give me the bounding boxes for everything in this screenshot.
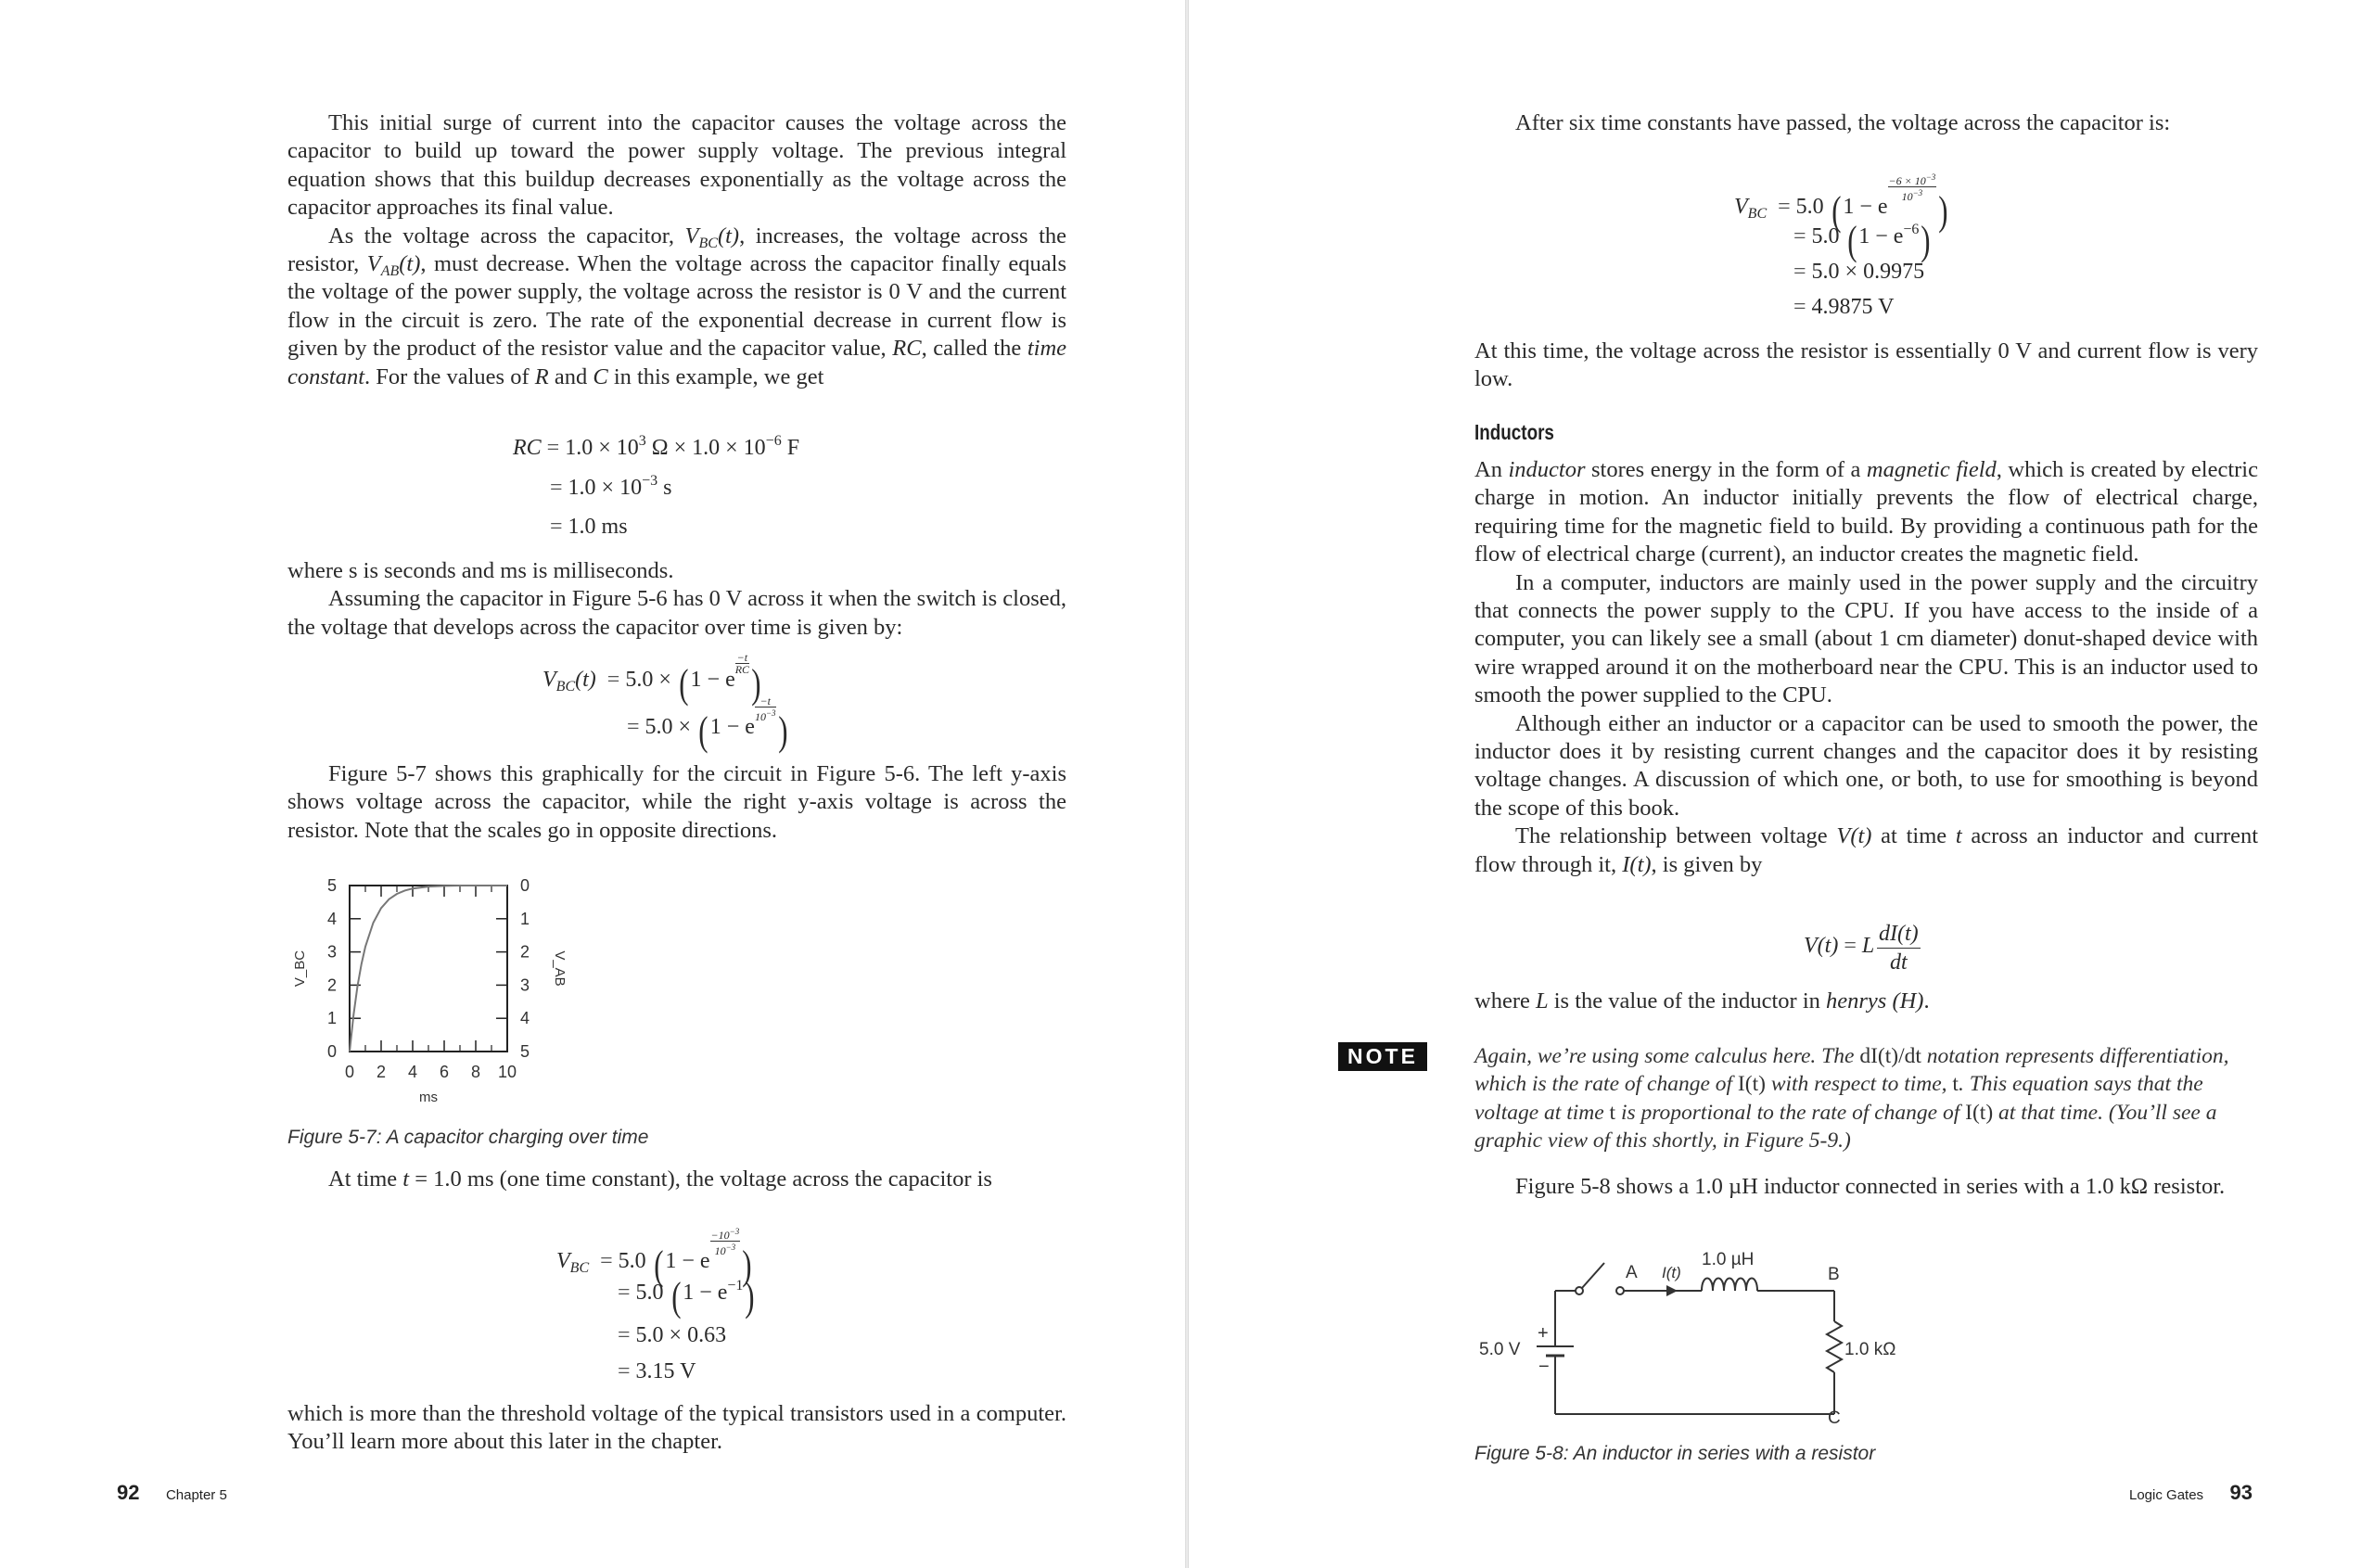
computer-inductors-paragraph: In a computer, inductors are mainly used in the power supply and the circuitry that connects the power supply to the CPU. If you have access to the inside of a computer, you can likely see a small (about 1 cm diameter) donut-shaped device with wire wrapped around it on the motherboard near the CPU. This is an inductor used to smooth the power supplied to the CPU. [1474,569,2258,708]
inductors-heading: Inductors [1474,420,1554,444]
figure58-caption: Figure 5-8: An inductor in series with a resistor [1474,1443,1876,1464]
note-text: Again, we’re using some calculus here. The dI(t)/dt notation represents differentiation, which is the rate of change of I(t) with respect to time, t. This equation says that the voltage at time t is proportional to the rate of change of I(t) at that time. (You’ll see a graphic view of this shortly, in Figure 5-9.) [1474,1044,2229,1154]
where-seconds-text: where s is seconds and ms is milliseconds. [287,558,674,583]
y-axis-label: V_BC [292,950,308,988]
y2-tick-label: 2 [520,942,530,962]
right-page-number: 93 [2229,1481,2253,1504]
at-time-paragraph: At time t = 1.0 ms (one time constant), the voltage across the capacitor is [328,1166,992,1192]
resistor-zigzag [1827,1321,1842,1372]
threshold-paragraph: which is more than the threshold voltage of the typical transistors used in a computer. You’ll learn more about this later in the chapter. [287,1401,1066,1455]
right-text-block-2 [1474,338,2258,394]
y2-tick-label: 4 [520,1009,530,1028]
y2-tick-label: 5 [520,1042,530,1061]
x-axis-label: ms [419,1090,438,1105]
y2-tick-label: 1 [520,909,530,928]
right-text-block-4 [1474,988,2258,1015]
left-text-block-3 [287,760,1066,845]
left-text-block-5 [287,1400,1066,1457]
right-text-block-1 [1474,109,2258,137]
left-text-block-1 [287,109,1066,391]
inductor-definition-paragraph: An inductor stores energy in the form of a magnetic field, which is created by electric charge in motion. An inductor initially prevents the flow of electrical charge, requiring time for the magnetic field to build. By providing a continuous path for the flow of electrical charge (current), an inductor creates the magnetic field. [1474,457,2258,567]
where-l-paragraph: where L is the value of the inductor in henrys (H). [1474,988,1930,1013]
inductor-resistor-circuit [1470,1243,1906,1428]
right-text-block-3 [1474,456,2258,879]
capacitor-charging-chart [278,867,649,1122]
left-text-block-2 [287,557,1066,642]
x-tick-label: 10 [497,1063,517,1081]
note-badge: NOTE [1338,1042,1427,1071]
right-section-label: Logic Gates [2129,1487,2204,1503]
figure57-intro-paragraph: Figure 5-7 shows this graphically for the circuit in Figure 5-6. The left y-axis shows voltage across the capacitor, while the right y-axis voltage is across the resistor. Note that the scales go in opposite directions. [287,761,1066,843]
assuming-paragraph: Assuming the capacitor in Figure 5-6 has 0 V across it when the switch is closed, the voltage that develops across the capacitor over time is given by: [287,586,1066,640]
x-tick-label: 6 [439,1063,450,1081]
figure58-intro-paragraph: Figure 5-8 shows a 1.0 µH inductor connected in series with a 1.0 kΩ resistor. [1515,1174,2226,1199]
inductor-coil [1702,1279,1757,1292]
left-footer [117,1481,227,1505]
y-tick-label: 0 [326,1042,337,1061]
x-tick-label: 2 [376,1063,387,1081]
figure57-caption: Figure 5-7: A capacitor charging over time [287,1127,649,1148]
capacitor-voltage-paragraph: As the voltage across the capacitor, $V_{BC}(t)$, increases, the voltage across the resistor, $V_{AB}(t)$, must decrease. When the voltage across the capacitor finally equals the voltage of the power supply, the voltage across the resistor is 0 V and the current flow in the circuit is zero. The rate of the exponential decrease in current flow is given by the product of the resistor value and the capacitor value, RC, called the time constant. For the values of R and C in this example, we get [287,223,1067,389]
y-tick-label: 4 [326,909,337,928]
resistor-value-label: 1.0 kΩ [1844,1340,1896,1359]
switch-blade [1582,1263,1604,1288]
current-label: I(t) [1662,1264,1681,1281]
switch-contact [1616,1287,1624,1294]
smoothing-paragraph: Although either an inductor or a capacitor can be used to smooth the power, the inductor does it by resisting current changes and the capacitor does it by resisting voltage changes. A discussion of which one, or both, to use for smoothing is beyond the scope of this book. [1474,710,2258,821]
inductor-value-label: 1.0 µH [1702,1250,1755,1269]
y2-tick-label: 3 [520,975,530,995]
y-tick-label: 1 [326,1009,337,1028]
node-a-label: A [1626,1263,1638,1282]
y2-tick-label: 0 [520,876,530,895]
switch-pivot [1576,1287,1583,1294]
after-six-paragraph: After six time constants have passed, the voltage across the capacitor is: [1515,110,2171,135]
y-tick-label: 5 [326,876,337,895]
battery-plus-label: + [1538,1323,1549,1344]
left-page-number: 92 [117,1481,140,1504]
x-tick-label: 8 [470,1063,481,1081]
x-tick-label: 0 [344,1063,355,1081]
left-chapter-label: Chapter 5 [165,1487,227,1503]
right-text-block-5 [1474,1173,2258,1201]
page-gutter [1185,0,1189,1568]
at-this-time-paragraph: At this time, the voltage across the resistor is essentially 0 V and current flow is very low. [1474,338,2258,392]
node-b-label: B [1828,1265,1840,1284]
relationship-paragraph: The relationship between voltage V(t) at time t across an inductor and current flow through it, I(t), is given by [1474,823,2259,877]
charging-curve [350,886,507,1052]
right-footer [2129,1481,2253,1505]
battery-minus-label: − [1538,1357,1550,1377]
y2-axis-label: V_AB [552,950,568,987]
x-tick-label: 4 [407,1063,418,1081]
y-tick-label: 3 [326,942,337,962]
intro-paragraph: This initial surge of current into the capacitor causes the voltage across the capacitor to build up toward the power supply voltage. The previous integral equation shows that this buildup decreases exponentially as the voltage across the capacitor approaches its final value. [287,110,1066,221]
current-arrow [1666,1285,1678,1296]
left-text-block-4 [287,1166,1085,1193]
plot-frame [350,886,507,1052]
y-tick-label: 2 [326,975,337,995]
node-c-label: C [1828,1409,1841,1428]
battery-voltage-label: 5.0 V [1479,1340,1521,1359]
